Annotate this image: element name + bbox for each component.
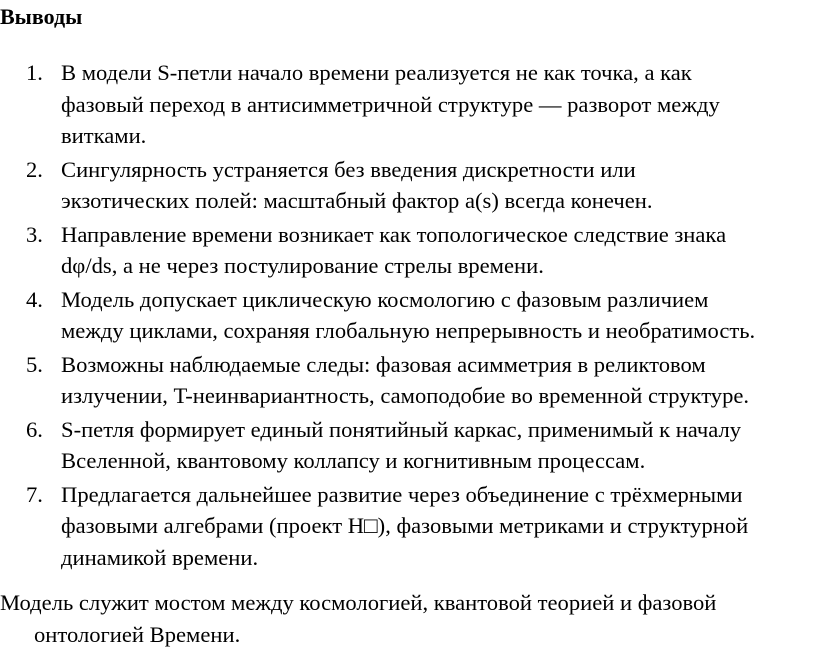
list-item-line: экзотических полей: масштабный фактор a(s) всегда конечен. (61, 188, 653, 213)
list-item-line: Предлагается дальнейшее развитие через объединение с трёхмерными (61, 481, 743, 507)
list-item-number: 2. (26, 156, 43, 182)
list-item-4 (0, 284, 816, 347)
list-item-line: фазовыми алгебрами (проект H□), фазовыми метриками и структурной (61, 513, 749, 538)
list-item-line: фазовый переход в антисимметричной структуре — разворот между (61, 91, 720, 117)
closing-paragraph (0, 587, 800, 650)
list-item-line: Вселенной, квантовому коллапсу и когнитивным процессам. (61, 448, 646, 473)
list-item-line: Сингулярность устраняется без введения дискретности или (61, 156, 636, 182)
list-item-number: 7. (26, 481, 43, 507)
list-item-1 (0, 57, 816, 152)
list-item-2 (0, 154, 816, 217)
list-item-number: 3. (26, 221, 43, 247)
list-item-3 (0, 219, 816, 282)
list-item-line: Направление времени возникает как топологическое следствие знака (61, 221, 727, 247)
list-item-line: S-петля формирует единый понятийный каркас, применимый к началу (61, 416, 742, 442)
conclusions-list (0, 57, 816, 575)
closing-line-1: Модель служит мостом между космологией, квантовой теорией и фазовой (0, 590, 717, 615)
list-item-number: 5. (26, 351, 43, 377)
page-title: Выводы (0, 4, 83, 29)
list-item-number: 1. (26, 60, 43, 85)
list-item-6 (0, 414, 816, 477)
list-item-line: между циклами, сохраняя глобальную непрерывность и необратимость. (61, 318, 756, 343)
list-item-line: dφ/ds, а не через постулирование стрелы времени. (61, 253, 544, 278)
list-item-7 (0, 479, 816, 574)
list-item-number: 4. (26, 286, 43, 312)
list-item-line: излучении, T-неинвариантность, самоподобие во временной структуре. (61, 383, 750, 408)
list-item-line: Модель допускает циклическую космологию с фазовым различием (61, 286, 709, 312)
list-item-number: 6. (26, 416, 43, 442)
list-item-line: Возможны наблюдаемые следы: фазовая асимметрия в реликтовом (61, 351, 706, 377)
list-item-line: В модели S-петли начало времени реализуется не как точка, а как (61, 60, 692, 85)
list-item-5 (0, 349, 816, 412)
closing-line-2: онтологией Времени. (34, 621, 241, 647)
list-item-line: витками. (61, 123, 147, 148)
list-item-line: динамикой времени. (61, 544, 259, 570)
